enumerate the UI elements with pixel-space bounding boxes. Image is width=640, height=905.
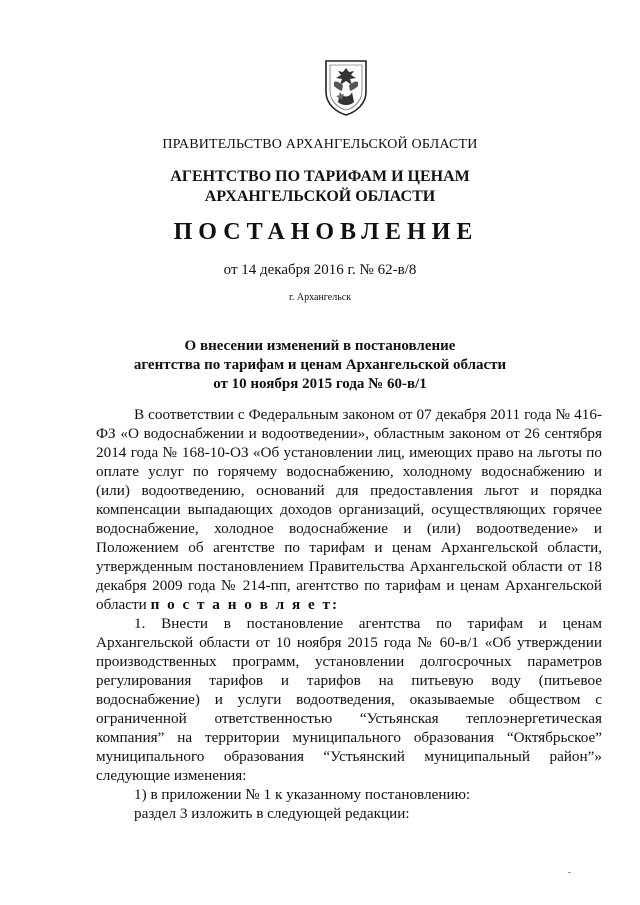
subject-line2: агентства по тарифам и ценам Архангельской области	[133, 357, 507, 373]
resolves-keyword: п о с т а н о в л я е т:	[150, 596, 340, 613]
page-mark	[568, 872, 571, 873]
body-paragraph-preamble	[96, 405, 602, 614]
body-paragraph-item1: 1. Внести в постановление агентства по тарифам и ценам Архангельской области от 10 ноября 2015 года № 60-в/1 «Об утверждении производственных программ, установлении долгосрочных параметров регулирования тарифов и тарифов на питьевую воду (питьевое водоснабжение) и услуги водоотведения, оказываемые обществом с ограниченной ответственностью “Устьянская теплоэнергетическая компания” на территории муниципального образования “Октябрьское” муниципального образования “Устьянский муниципальный район”» следующие изменения:	[96, 615, 602, 784]
document-date-number: от 14 декабря 2016 г. № 62-в/8	[223, 262, 417, 278]
body-paragraph-section3: раздел 3 изложить в следующей редакции:	[134, 805, 410, 822]
document-subject	[0, 337, 640, 394]
document-body	[96, 405, 602, 823]
document-city: г. Архангельск	[288, 292, 352, 303]
preamble-text: В соответствии с Федеральным законом от 07 декабря 2011 года № 416-ФЗ «О водоснабжении и водоотведении», областным законом от 26 сентября 2014 года № 168-10-ОЗ «Об установлении лиц, имеющих право на льготы по оплате услуг по горячему водоснабжению, холодному водоснабжению и (или) водоотведению, оснований для предоставления льгот и порядка компенсации выпадающих доходов организаций, осуществляющих горячее водоснабжение, холодное водоснабжение и (или) водоотведение» и Положением об агентстве по тарифам и ценам Архангельской области, утвержденным постановлением Правительства Архангельской области от 18 декабря 2009 года № 214-пп, агентство по тарифам и ценам Архангельской области	[96, 406, 602, 613]
government-name: ПРАВИТЕЛЬСТВО АРХАНГЕЛЬСКОЙ ОБЛАСТИ	[162, 137, 478, 152]
coat-of-arms-icon	[322, 58, 370, 116]
agency-name-line1: АГЕНТСТВО ПО ТАРИФАМ И ЦЕНАМ	[170, 168, 470, 185]
subject-line3: от 10 ноября 2015 года № 60-в/1	[213, 376, 427, 392]
document-type-title: ПОСТАНОВЛЕНИЕ	[173, 219, 479, 245]
agency-name-line2: АРХАНГЕЛЬСКОЙ ОБЛАСТИ	[204, 188, 436, 205]
subject-line1: О внесении изменений в постановление	[184, 338, 456, 354]
body-paragraph-subitem1: 1) в приложении № 1 к указанному постановлению:	[134, 786, 471, 803]
agency-name	[0, 167, 640, 207]
